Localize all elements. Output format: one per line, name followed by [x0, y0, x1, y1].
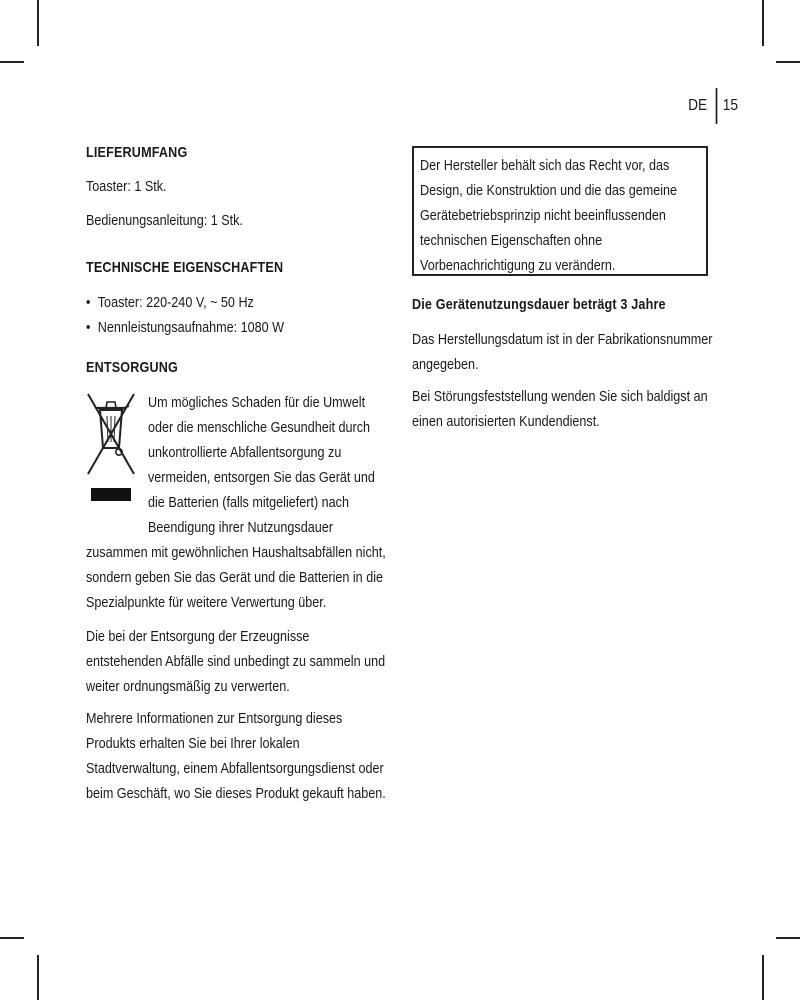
language-code: DE — [688, 97, 708, 114]
service-paragraph: Bei Störungsfeststellung wenden Sie sich baldigst an einen autorisierten Kundendienst. — [412, 388, 708, 430]
tech-item: • Nennleistungsaufnahme: 1080 W — [86, 315, 386, 340]
page-number: 15 — [722, 97, 738, 114]
manufacturer-notice-box — [412, 146, 708, 276]
tech-item: • Toaster: 220-240 V, ~ 50 Hz — [86, 290, 386, 315]
disposal-wrapped-text: Um mögliches Schaden für die Umwelt oder die menschliche Gesundheit durch unkontrollierte Abfallentsorgung zu vermeiden, entsorgen Sie das Gerät und die Batterien (falls mitgeliefert) nach Beendigung ihrer Nutzungsdauer — [148, 394, 375, 536]
crossed-out-wheelie-bin-icon — [86, 392, 136, 510]
disposal-info-paragraph: Mehrere Informationen zur Entsorgung dieses Produkts erhalten Sie bei Ihrer lokalen Stadtverwaltung, einem Abfallentsorgungsdienst oder beim Geschäft, wo Sie dieses Produkt gekauft haben. — [86, 710, 386, 802]
tech-title: TECHNISCHE EIGENSCHAFTEN — [86, 259, 284, 276]
disposal-title: ENTSORGUNG — [86, 359, 178, 376]
scope-item: Bedienungsanleitung: 1 Stk. — [86, 212, 243, 229]
disposal-paragraph: Die bei der Entsorgung der Erzeugnisse entstehenden Abfälle sind unbedingt zu sammeln und weiter ordnungsmäßig zu verwerten. — [86, 628, 386, 695]
crop-mark — [0, 937, 24, 939]
page-header — [688, 88, 738, 124]
crop-mark — [762, 0, 764, 46]
header-divider — [716, 88, 718, 124]
crop-mark — [37, 0, 39, 46]
manufacture-date-paragraph: Das Herstellungsdatum ist in der Fabrikationsnummer angegeben. — [412, 331, 713, 373]
manufacturer-notice-text: Der Hersteller behält sich das Recht vor, das Design, die Konstruktion und die das gemeine Gerätebetriebsprinzip nicht beeinflussenden technischen Eigenschaften ohne Vorbenachrichtigung zu verändern. — [420, 157, 678, 274]
crop-mark — [776, 61, 800, 63]
disposal-continued-text: zusammen mit gewöhnlichen Haushaltsabfällen nicht, sondern geben Sie das Gerät und die Batterien in die Spezialpunkte für weitere Verwertung über. — [86, 544, 386, 611]
scope-item: Toaster: 1 Stk. — [86, 178, 167, 195]
scope-title: LIEFERUMFANG — [86, 144, 188, 161]
crop-mark — [0, 61, 24, 63]
lifetime-title: Die Gerätenutzungsdauer beträgt 3 Jahre — [412, 296, 666, 313]
crop-mark — [776, 937, 800, 939]
crop-mark — [37, 955, 39, 1000]
tech-list — [86, 290, 386, 340]
crop-mark — [762, 955, 764, 1000]
